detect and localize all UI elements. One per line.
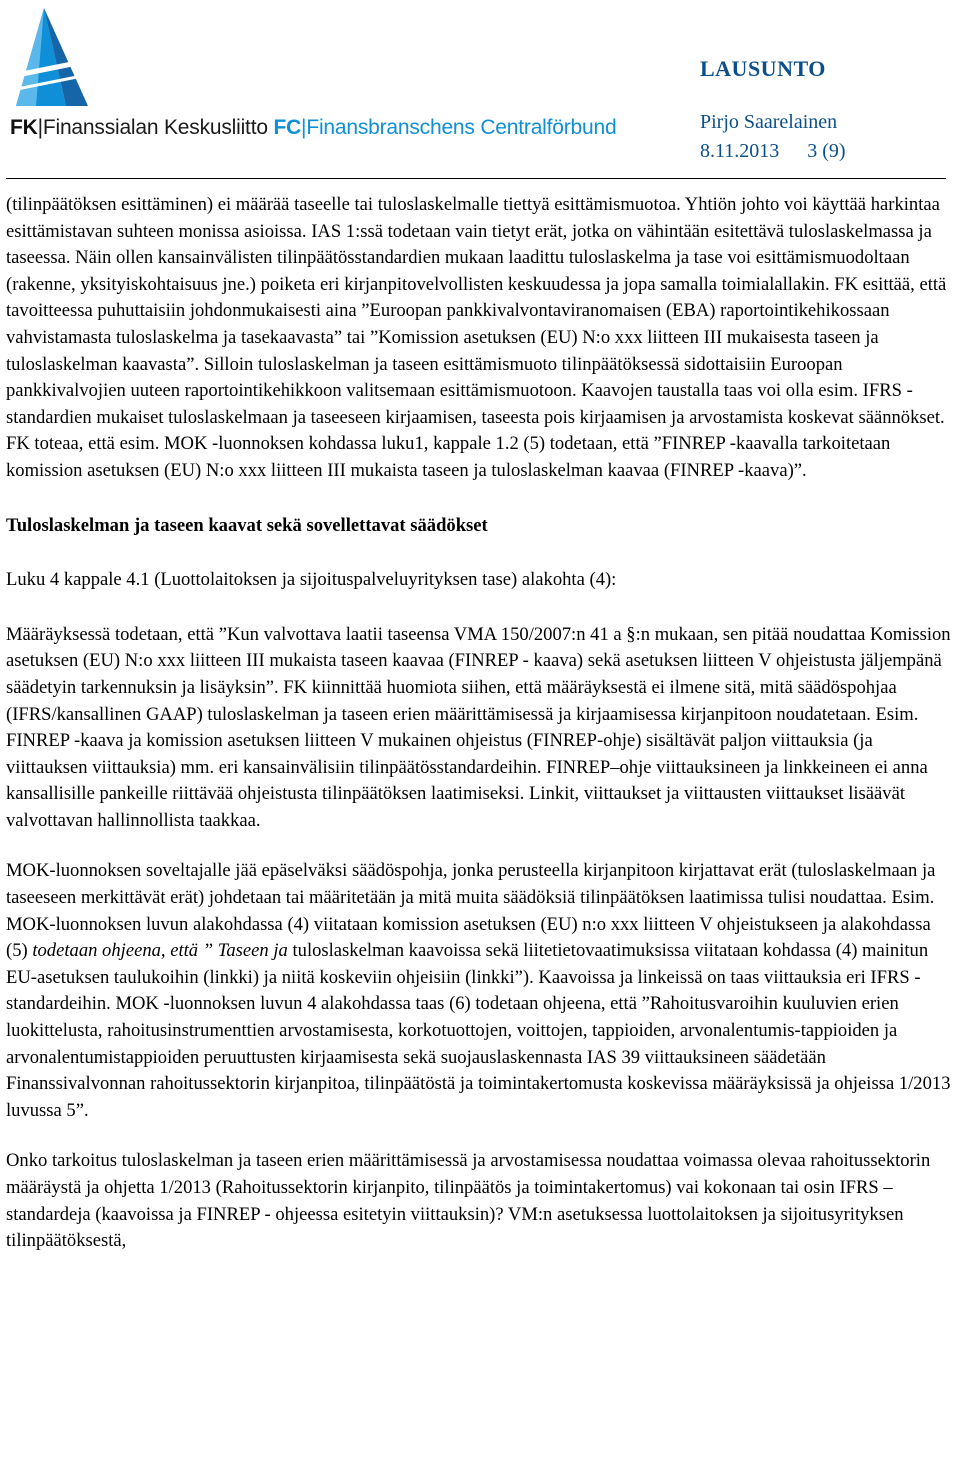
paragraph-regulation: Määräyksessä todetaan, että ”Kun valvottava laatii taseensa VMA 150/2007:n 41 a §:n mukaan, sen pitää noudattaa Komission asetuksen (EU) N:o xxx liitteen III mukaista taseen kaavaa (FINREP - kaava) sekä asetuksen liitteen V ohjeistusta jäljempänä säädetyin tarkennuksin ja lisäyksin”. FK kiinnittää huomiota siihen, että määräyksestä ei ilmene sitä, mitä säädöspohjaa (IFRS/kansallinen GAAP) tuloslaskelman ja taseen erien määrittämisessä ja kirjaamisessa kirjanpitoon noudatetaan. Esim. FINREP -kaava ja komission asetuksen liitteen V mukainen ohjeistus (FINREP-ohje) sisältävät paljon viittauksia (ja viittauksen viittauksia) mm. eri kansainvälisiin tilinpäätösstandardeihin. FINREP–ohje viittauksineen ja linkkeineen ei anna kansallisille pankeille riittävää ohjeistusta tilinpäätöksen laatimiseksi. Linkit, viittaukset ja viittausten viittaukset lisäävät valvottavan hallinnollista taakkaa. <box>6 623 951 831</box>
paragraph-mok-draft-italic: todetaan ohjeena, että ” Taseen ja <box>32 940 288 962</box>
logo-fc-name: Finansbranschens Centralförbund <box>306 116 617 139</box>
logo-fk-name: Finanssialan Keskusliitto <box>42 116 268 139</box>
logo-triangle-icon <box>6 2 96 112</box>
paragraph-presentation: (tilinpäätöksen esittäminen) ei määrää taseelle tai tuloslaskelmalle tiettyä esittämismuotoa. Yhtiön johto voi käyttää harkintaa esittämistavan suhteen monissa asioissa. IAS 1:ssä todetaan vain tietyt erät, jotka on vähintään esitettävä tuloslaskelmassa ja taseessa. Näin ollen kansainvälisten tilinpäätösstandardien mukaan laadittu tuloslaskelma ja tase voi esittämismuodoltaan (rakenne, yksityiskohtaisuus jne.) poiketa eri kirjanpitovelvollisten keskuudessa ja jopa samalla toimialallakin. FK esittää, että tavoitteessa puhuttaisiin johdonmukaisesti aina ”Euroopan pankkivalvontaviranomaisen (EBA) raportointikehikossaan vahvistamasta tuloslaskelma ja tasekaavasta” tai ”Komission asetuksen (EU) N:o xxx liitteen III mukaisesta taseen ja tuloslaskelman kaavasta”. Silloin tuloslaskelman ja taseen esittämismuoto tilinpäätöksessä sidottaisiin Euroopan pankkivalvojien uuteen raportointikehikkoon valitsemaan esittämismuotoon. Kaavojen taustalla taas voi olla esim. IFRS -standardien mukaiset tuloslaskelmaan ja taseeseen kirjaamisen, taseesta pois kirjaamisen ja arvostamista koskevat säännökset. FK toteaa, että esim. MOK -luonnoksen kohdassa luku1, kappale 1.2 (5) todetaan, että ”FINREP -kaavalla tarkoitetaan komission asetuksen (EU) N:o xxx liitteen III mukaista taseen ja tuloslaskelman kaavaa (FINREP -kaava)”. <box>6 194 947 481</box>
header-divider <box>6 178 946 179</box>
header-right <box>700 56 826 82</box>
date-line <box>700 140 846 163</box>
logo-fk-short: FK <box>10 116 38 139</box>
page-number: 3 (9) <box>807 140 846 162</box>
paragraph-mok-draft-part-b: tuloslaskelman kaavoissa sekä liitetietovaatimuksissa viitataan kohdassa (4) mainitun EU-asetuksen taulukoihin (linkki) ja niitä koskeviin ohjeisiin (linkki”). Kaavoissa ja linkeissä on taas viittauksia eri IFRS -standardeihin. MOK -luonnoksen luvun 4 alakohdassa taas (6) todetaan ohjeena, että ”Rahoitusvaroihin kuuluvien erien luokittelusta, rahoitusinstrumenttien arvostamisesta, korkotuottojen, voittojen, tappioiden, arvonalentumis-tappioiden ja arvonalentumistappioiden peruuttusten kirjaamisesta sekä suojauslaskennasta IAS 39 viittauksineen säädetään Finanssivalvonnan rahoitussektorin kirjanpitoa, tilinpäätöstä ja toimintakertomusta koskevissa määräyksissä ja ohjeissa 1/2013 luvussa 5”. <box>6 940 951 1121</box>
chapter-reference: Luku 4 kappale 4.1 (Luottolaitoksen ja sijoituspalveluyrityksen tase) alakohta (4): <box>6 569 617 591</box>
author-name: Pirjo Saarelainen <box>700 111 838 133</box>
logo-fc-short: FC <box>273 116 302 139</box>
document-date: 8.11.2013 <box>700 140 780 162</box>
paragraph-mok-draft-part-a: MOK-luonnoksen soveltajalle jää epäselväksi säädöspohja, jonka perusteella kirjanpitoon kirjattavat erät (tuloslaskelmaan ja taseeseen merkittävät erät) johdetaan tai määritetään ja mitä muita säädöksiä tilinpäätöksen laatimissa tulisi noudattaa. Esim. MOK-luonnoksen luvun alakohdassa (4) viitataan komission asetuksen (EU) n:o xxx liitteen V ohjeistukseen ja alakohdassa (5) <box>6 860 936 962</box>
organization-logo <box>6 2 617 142</box>
document-type: LAUSUNTO <box>700 56 826 81</box>
logo-wordmark: FK|Finanssialan Keskusliitto FC|Finansbranschens Centralförbund <box>10 116 617 139</box>
section-heading: Tuloslaskelman ja taseen kaavat sekä sovellettavat säädökset <box>6 514 488 536</box>
document-body <box>6 192 954 1255</box>
paragraph-question: Onko tarkoitus tuloslaskelman ja taseen erien määrittämisessä ja arvostamisessa noudattaa voimassa olevaa rahoitussektorin määräystä ja ohjetta 1/2013 (Rahoitussektorin kirjanpito, tilinpäätös ja toimintakertomus) vai kokonaan tai osin IFRS – standardeja (kaavoissa ja FINREP - ohjeessa esitetyin viittauksin)? VM:n asetuksessa luottolaitoksen ja sijoitusyrityksen tilinpäätöksestä, <box>6 1150 931 1252</box>
paragraph-mok-draft <box>6 858 954 1124</box>
